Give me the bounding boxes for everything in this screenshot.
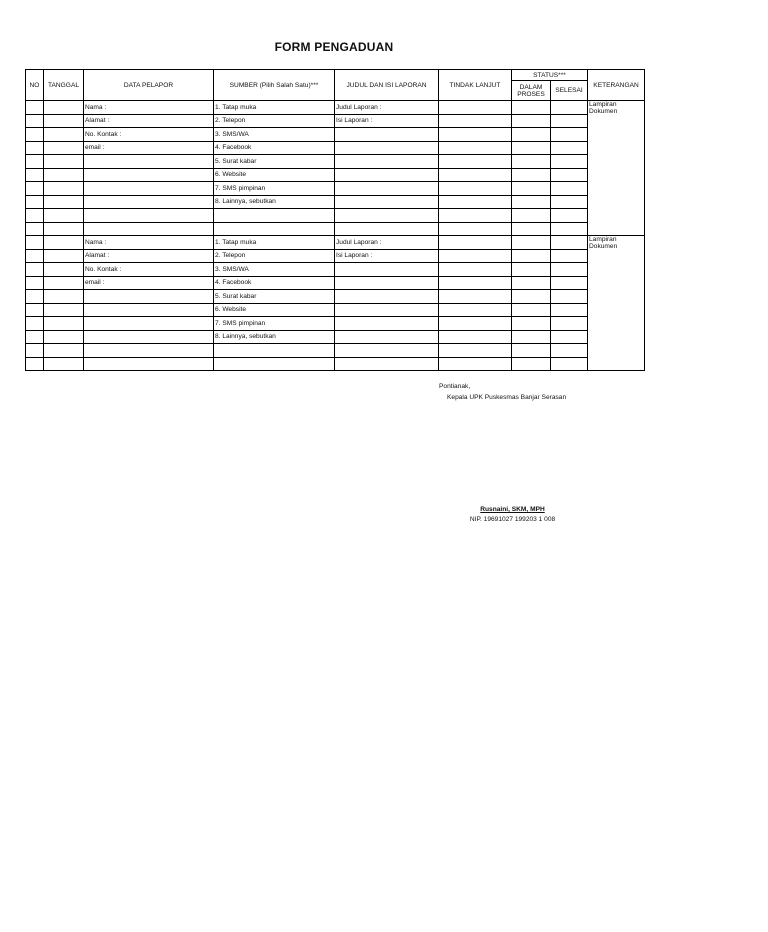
- cell-sumber: [214, 209, 335, 223]
- cell-sumber: [214, 357, 335, 371]
- header-data-pelapor: DATA PELAPOR: [84, 70, 214, 101]
- header-selesai: SELESAI: [551, 81, 588, 101]
- cell-data-pelapor: Nama :: [84, 236, 214, 250]
- cell-no: [26, 357, 44, 371]
- cell-judul: [335, 195, 439, 209]
- header-no: NO: [26, 70, 44, 101]
- cell-tanggal: [44, 357, 84, 371]
- cell-selesai: [551, 114, 588, 128]
- cell-data-pelapor: [84, 209, 214, 223]
- cell-no: [26, 330, 44, 344]
- cell-judul: [335, 357, 439, 371]
- cell-tanggal: [44, 114, 84, 128]
- table-body: [26, 101, 645, 371]
- cell-tindak-lanjut: [439, 209, 512, 223]
- header-judul: JUDUL DAN ISI LAPORAN: [335, 70, 439, 101]
- page-title: FORM PENGADUAN: [274, 40, 394, 54]
- table-row: [26, 276, 645, 290]
- cell-judul: [335, 168, 439, 182]
- cell-tindak-lanjut: [439, 195, 512, 209]
- header-status: STATUS***: [512, 70, 588, 81]
- table-row: [26, 357, 645, 371]
- cell-tanggal: [44, 168, 84, 182]
- cell-selesai: [551, 249, 588, 263]
- table-row: [26, 236, 645, 250]
- table-row: [26, 290, 645, 304]
- cell-judul: [335, 330, 439, 344]
- table-row: [26, 303, 645, 317]
- cell-sumber: 5. Surat kabar: [214, 290, 335, 304]
- cell-tindak-lanjut: [439, 236, 512, 250]
- cell-data-pelapor: [84, 155, 214, 169]
- header-dalam-proses: DALAM PROSES: [512, 81, 551, 101]
- cell-data-pelapor: email :: [84, 141, 214, 155]
- cell-data-pelapor: Nama :: [84, 101, 214, 115]
- cell-judul: [335, 344, 439, 358]
- cell-sumber: 6. Website: [214, 303, 335, 317]
- cell-selesai: [551, 168, 588, 182]
- cell-dalam-proses: [512, 209, 551, 223]
- cell-sumber: 3. SMS/WA: [214, 263, 335, 277]
- table-row: [26, 101, 645, 115]
- cell-dalam-proses: [512, 141, 551, 155]
- cell-sumber: 4. Facebook: [214, 141, 335, 155]
- cell-no: [26, 222, 44, 236]
- cell-data-pelapor: No. Kontak :: [84, 263, 214, 277]
- cell-selesai: [551, 330, 588, 344]
- cell-judul: Judul Laporan :: [335, 101, 439, 115]
- table-row: [26, 182, 645, 196]
- cell-tanggal: [44, 209, 84, 223]
- cell-selesai: [551, 195, 588, 209]
- cell-selesai: [551, 182, 588, 196]
- cell-tanggal: [44, 344, 84, 358]
- cell-judul: [335, 276, 439, 290]
- cell-no: [26, 155, 44, 169]
- cell-no: [26, 236, 44, 250]
- cell-dalam-proses: [512, 155, 551, 169]
- cell-tindak-lanjut: [439, 141, 512, 155]
- cell-data-pelapor: No. Kontak :: [84, 128, 214, 142]
- cell-data-pelapor: [84, 344, 214, 358]
- cell-selesai: [551, 276, 588, 290]
- cell-dalam-proses: [512, 168, 551, 182]
- cell-no: [26, 182, 44, 196]
- header-sumber: SUMBER (Pilih Salah Satu)***: [214, 70, 335, 101]
- cell-no: [26, 303, 44, 317]
- signatory-nip: NIP. 19691027 199203 1 008: [469, 516, 556, 523]
- cell-tindak-lanjut: [439, 263, 512, 277]
- cell-selesai: [551, 128, 588, 142]
- cell-dalam-proses: [512, 195, 551, 209]
- cell-tindak-lanjut: [439, 290, 512, 304]
- signature-title: Kepala UPK Puskesmas Banjar Serasan: [447, 394, 567, 401]
- cell-selesai: [551, 290, 588, 304]
- cell-tindak-lanjut: [439, 155, 512, 169]
- cell-no: [26, 168, 44, 182]
- cell-dalam-proses: [512, 222, 551, 236]
- cell-sumber: 7. SMS pimpinan: [214, 182, 335, 196]
- cell-no: [26, 209, 44, 223]
- cell-judul: [335, 182, 439, 196]
- cell-tanggal: [44, 276, 84, 290]
- cell-dalam-proses: [512, 249, 551, 263]
- table-row: [26, 195, 645, 209]
- cell-sumber: 6. Website: [214, 168, 335, 182]
- cell-tanggal: [44, 236, 84, 250]
- cell-dalam-proses: [512, 263, 551, 277]
- cell-judul: [335, 209, 439, 223]
- cell-judul: [335, 303, 439, 317]
- cell-selesai: [551, 344, 588, 358]
- cell-judul: Isi Laporan :: [335, 114, 439, 128]
- cell-data-pelapor: [84, 168, 214, 182]
- cell-sumber: 4. Facebook: [214, 276, 335, 290]
- cell-selesai: [551, 155, 588, 169]
- cell-data-pelapor: [84, 182, 214, 196]
- header-tanggal: TANGGAL: [44, 70, 84, 101]
- cell-tanggal: [44, 155, 84, 169]
- cell-selesai: [551, 141, 588, 155]
- table-row: [26, 141, 645, 155]
- table-row: [26, 114, 645, 128]
- cell-tindak-lanjut: [439, 182, 512, 196]
- cell-dalam-proses: [512, 330, 551, 344]
- cell-data-pelapor: [84, 222, 214, 236]
- cell-tindak-lanjut: [439, 344, 512, 358]
- cell-judul: [335, 141, 439, 155]
- cell-data-pelapor: [84, 317, 214, 331]
- cell-tanggal: [44, 290, 84, 304]
- cell-no: [26, 101, 44, 115]
- cell-judul: [335, 222, 439, 236]
- signature-place: Pontianak,: [439, 383, 471, 390]
- cell-data-pelapor: [84, 195, 214, 209]
- cell-tindak-lanjut: [439, 114, 512, 128]
- cell-tindak-lanjut: [439, 168, 512, 182]
- cell-tanggal: [44, 222, 84, 236]
- cell-tanggal: [44, 128, 84, 142]
- cell-judul: [335, 128, 439, 142]
- cell-judul: [335, 263, 439, 277]
- cell-dalam-proses: [512, 344, 551, 358]
- cell-tindak-lanjut: [439, 276, 512, 290]
- table-row: [26, 249, 645, 263]
- cell-data-pelapor: [84, 290, 214, 304]
- cell-sumber: 3. SMS/WA: [214, 128, 335, 142]
- cell-judul: [335, 317, 439, 331]
- cell-selesai: [551, 317, 588, 331]
- cell-selesai: [551, 222, 588, 236]
- signatory-name: Rusnaini, SKM, MPH: [480, 506, 545, 513]
- cell-dalam-proses: [512, 303, 551, 317]
- cell-tanggal: [44, 249, 84, 263]
- cell-tanggal: [44, 182, 84, 196]
- cell-no: [26, 114, 44, 128]
- cell-sumber: 2. Telepon: [214, 249, 335, 263]
- cell-selesai: [551, 236, 588, 250]
- table-row: [26, 330, 645, 344]
- cell-dalam-proses: [512, 357, 551, 371]
- cell-selesai: [551, 303, 588, 317]
- cell-tanggal: [44, 141, 84, 155]
- cell-sumber: 1. Tatap muka: [214, 236, 335, 250]
- cell-tindak-lanjut: [439, 249, 512, 263]
- cell-dalam-proses: [512, 236, 551, 250]
- cell-sumber: 8. Lainnya, sebutkan: [214, 195, 335, 209]
- cell-no: [26, 344, 44, 358]
- cell-no: [26, 128, 44, 142]
- cell-sumber: [214, 222, 335, 236]
- table-row: [26, 128, 645, 142]
- cell-sumber: 2. Telepon: [214, 114, 335, 128]
- cell-no: [26, 195, 44, 209]
- cell-selesai: [551, 357, 588, 371]
- cell-tanggal: [44, 317, 84, 331]
- cell-judul: [335, 290, 439, 304]
- cell-tindak-lanjut: [439, 222, 512, 236]
- cell-dalam-proses: [512, 290, 551, 304]
- cell-no: [26, 249, 44, 263]
- cell-data-pelapor: [84, 330, 214, 344]
- cell-no: [26, 317, 44, 331]
- cell-sumber: 8. Lainnya, sebutkan: [214, 330, 335, 344]
- cell-dalam-proses: [512, 128, 551, 142]
- table-row: [26, 317, 645, 331]
- cell-data-pelapor: email :: [84, 276, 214, 290]
- cell-selesai: [551, 263, 588, 277]
- table-row: [26, 168, 645, 182]
- cell-no: [26, 290, 44, 304]
- header-keterangan: KETERANGAN: [588, 70, 645, 101]
- cell-judul: Isi Laporan :: [335, 249, 439, 263]
- table-row: [26, 344, 645, 358]
- cell-tanggal: [44, 263, 84, 277]
- cell-tanggal: [44, 195, 84, 209]
- cell-judul: [335, 155, 439, 169]
- cell-dalam-proses: [512, 182, 551, 196]
- cell-no: [26, 263, 44, 277]
- cell-tindak-lanjut: [439, 317, 512, 331]
- cell-no: [26, 141, 44, 155]
- cell-data-pelapor: [84, 303, 214, 317]
- cell-keterangan: Lampiran Dokumen: [588, 101, 645, 236]
- table-row: [26, 155, 645, 169]
- cell-dalam-proses: [512, 101, 551, 115]
- cell-judul: Judul Laporan :: [335, 236, 439, 250]
- cell-selesai: [551, 101, 588, 115]
- table-row: [26, 209, 645, 223]
- cell-dalam-proses: [512, 317, 551, 331]
- cell-tanggal: [44, 101, 84, 115]
- cell-sumber: [214, 344, 335, 358]
- complaint-table: [25, 69, 645, 371]
- cell-data-pelapor: Alamat :: [84, 114, 214, 128]
- cell-data-pelapor: Alamat :: [84, 249, 214, 263]
- cell-sumber: 7. SMS pimpinan: [214, 317, 335, 331]
- cell-no: [26, 276, 44, 290]
- cell-sumber: 1. Tatap muka: [214, 101, 335, 115]
- table-row: [26, 222, 645, 236]
- cell-tanggal: [44, 330, 84, 344]
- cell-data-pelapor: [84, 357, 214, 371]
- cell-dalam-proses: [512, 276, 551, 290]
- cell-tindak-lanjut: [439, 101, 512, 115]
- cell-tindak-lanjut: [439, 128, 512, 142]
- cell-sumber: 5. Surat kabar: [214, 155, 335, 169]
- cell-tindak-lanjut: [439, 303, 512, 317]
- header-tindak-lanjut: TINDAK LANJUT: [439, 70, 512, 101]
- table-row: [26, 263, 645, 277]
- cell-tindak-lanjut: [439, 357, 512, 371]
- cell-selesai: [551, 209, 588, 223]
- cell-keterangan: Lampiran Dokumen: [588, 236, 645, 371]
- cell-dalam-proses: [512, 114, 551, 128]
- cell-tanggal: [44, 303, 84, 317]
- cell-tindak-lanjut: [439, 330, 512, 344]
